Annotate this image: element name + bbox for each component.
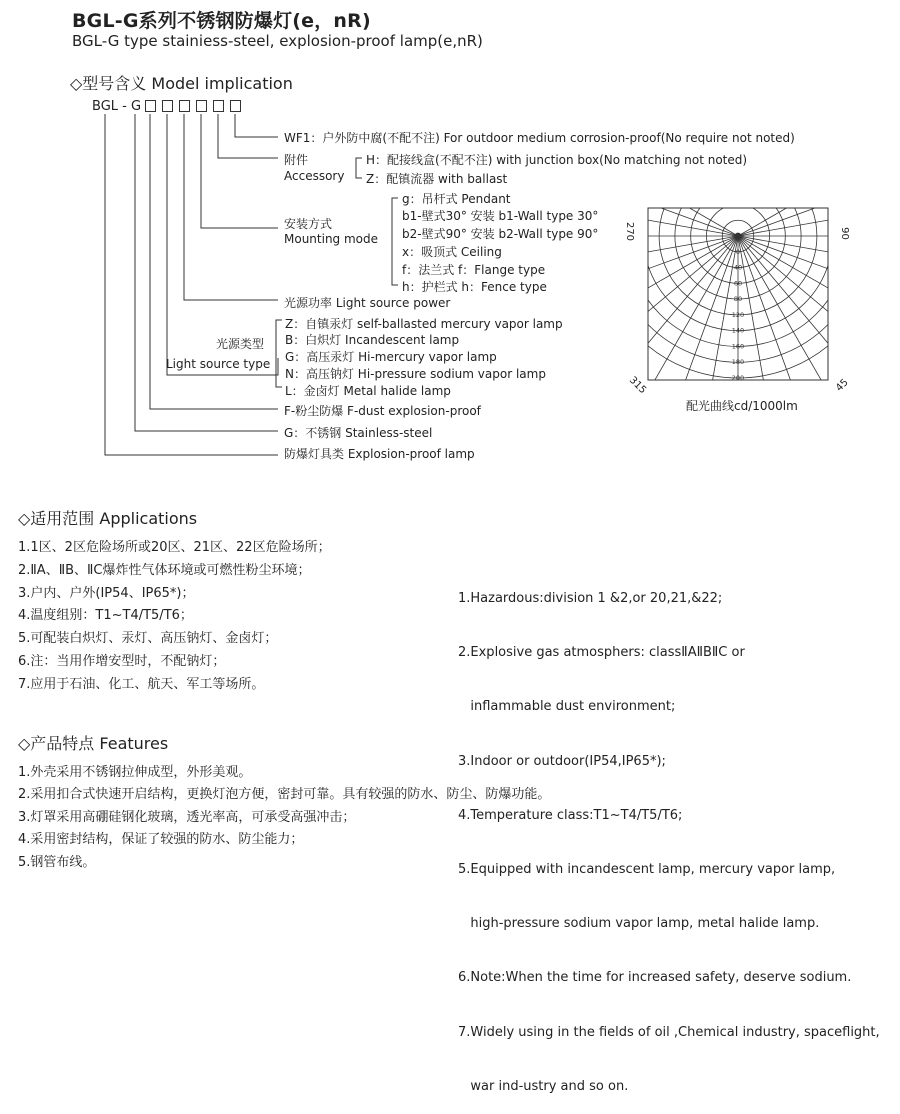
applications-cn-list: [18, 537, 331, 697]
light-source-item: B：白炽灯 Incandescent lamp: [285, 333, 460, 347]
scale-label: 160: [731, 342, 745, 351]
feature-item: 5.钢管布线。: [18, 854, 96, 870]
polar-ray: [625, 200, 738, 236]
application-item-en: 4.Temperature class:T1~T4/T5/T6;: [458, 807, 683, 823]
polar-ring: [625, 200, 865, 378]
scale-label: 180: [731, 358, 745, 367]
polar-ray: [625, 236, 741, 305]
accessory-label-en: Accessory: [284, 169, 345, 183]
accessory-z: Z：配镇流器 with ballast: [366, 172, 508, 186]
polar-ray: [735, 236, 865, 305]
polar-ray: [669, 236, 741, 410]
angle-label-315: 315: [626, 374, 649, 397]
light-source-item: L：金卤灯 Metal halide lamp: [285, 384, 451, 398]
polar-ray: [735, 236, 865, 373]
page-title: BGL-G系列不锈钢防爆灯(e，nR): [72, 10, 371, 32]
light-distribution-diagram: [625, 200, 865, 410]
explosion-proof-lamp: 防爆灯具类 Explosion-proof lamp: [284, 447, 475, 461]
angle-label-270: 270: [624, 221, 636, 242]
application-item: 7.应用于石油、化工、航天、军工等场所。: [18, 676, 265, 692]
application-item-en: 3.Indoor or outdoor(IP54,IP65*);: [458, 753, 666, 769]
application-item-en: high-pressure sodium vapor lamp, metal halide lamp.: [458, 916, 820, 932]
scale-label: 60: [733, 279, 743, 288]
mount-label-cn: 安装方式: [284, 217, 333, 231]
application-item-en: inflammable dust environment;: [458, 699, 676, 715]
feature-item: 3.灯罩采用高硼硅钢化玻璃，透光率高，可承受高强冲击；: [18, 809, 356, 825]
mount-item: g：吊杆式 Pendant: [402, 192, 511, 206]
wf1-option: WF1：户外防中腐(不配不注) For outdoor medium corrosion-proof(No require not noted): [284, 131, 795, 145]
accessory-label-cn: 附件: [284, 153, 309, 167]
page-subtitle: BGL-G type stainiess-steel, explosion-proof lamp(e,nR): [72, 32, 483, 50]
mount-label-en: Mounting mode: [284, 232, 379, 246]
g-steel-option: G：不锈钢 Stainless-steel: [284, 426, 433, 440]
polar-ray: [625, 200, 738, 236]
scale-label: 0: [735, 247, 741, 256]
scale-label: 140: [731, 326, 745, 335]
light-source-item: Z：自镇汞灯 self-ballasted mercury vapor lamp: [285, 317, 563, 331]
light-source-power: 光源功率 Light source power: [284, 296, 451, 310]
features-list: [18, 762, 550, 874]
application-item: 3.户内、户外(IP54、IP65*)；: [18, 585, 195, 601]
angle-label-90: 90: [838, 227, 850, 240]
scale-label: 120: [731, 310, 745, 319]
model-heading: ◇型号含义 Model implication: [70, 74, 293, 93]
mount-item: b2-壁式90° 安装 b2-Wall type 90°: [402, 227, 599, 241]
accessory-h: H：配接线盒(不配不注) with junction box(No matching not noted): [366, 153, 748, 167]
center-dot: [735, 233, 741, 239]
polar-ray: [735, 236, 807, 410]
application-item: 2.ⅡA、ⅡB、ⅡC爆炸性气体环境或可燃性粉尘环境；: [18, 562, 311, 578]
application-item: 4.温度组别：T1~T4/T5/T6；: [18, 608, 193, 624]
applications-heading: ◇适用范围 Applications: [18, 509, 198, 528]
scale-label: 80: [733, 295, 743, 304]
application-item-en: 1.Hazardous:division 1 &2,or 20,21,&22;: [458, 591, 723, 606]
application-item: 5.可配装白炽灯、汞灯、高压钠灯、金卤灯；: [18, 631, 278, 647]
application-item-en: war ind-ustry and so on.: [458, 1078, 629, 1094]
angle-label-45: 45: [833, 377, 851, 394]
feature-item: 1.外壳采用不锈钢拉伸成型，外形美观。: [18, 765, 252, 780]
scale-label: 200: [731, 374, 745, 382]
application-item: 1.1区、2区危险场所或20区、21区、22区危险场所；: [18, 540, 331, 555]
feature-item: 4.采用密封结构，保证了较强的防水、防尘能力；: [18, 832, 304, 848]
application-item: 6.注：当用作增安型时，不配钠灯；: [18, 653, 226, 669]
light-source-type-en: Light source type: [166, 357, 271, 371]
diagram-caption: 配光曲线cd/1000lm: [686, 399, 798, 413]
mount-item: x：吸顶式 Ceiling: [402, 245, 502, 259]
application-item-en: 5.Equipped with incandescent lamp, mercury vapor lamp,: [458, 862, 836, 878]
scale-label: 40: [733, 263, 743, 272]
light-source-item: N：高压钠灯 Hi-pressure sodium vapor lamp: [285, 367, 546, 381]
mount-item: b1-壁式30° 安装 b1-Wall type 30°: [402, 209, 599, 223]
features-heading: ◇产品特点 Features: [18, 734, 169, 753]
light-source-item: G：高压汞灯 Hi-mercury vapor lamp: [285, 350, 497, 364]
mount-item: f：法兰式 f：Flange type: [402, 263, 546, 277]
application-item-en: 6.Note:When the time for increased safety, deserve sodium.: [458, 970, 852, 986]
feature-item: 2.采用扣合式快速开启结构，更换灯泡方便，密封可靠。具有较强的防水、防尘、防爆功能。: [18, 787, 551, 803]
application-item-en: 7.Widely using in the fields of oil ,Chemical industry, spaceflight,: [458, 1024, 880, 1040]
light-source-type-cn: 光源类型: [216, 337, 265, 351]
model-code: BGL - G: [92, 99, 142, 114]
mount-item: h：护栏式 h：Fence type: [402, 280, 547, 294]
polar-ray: [625, 200, 738, 236]
f-dust-option: F-粉尘防爆 F-dust explosion-proof: [284, 404, 481, 418]
application-item-en: 2.Explosive gas atmosphers: classⅡAⅡBⅡC or: [458, 645, 745, 661]
